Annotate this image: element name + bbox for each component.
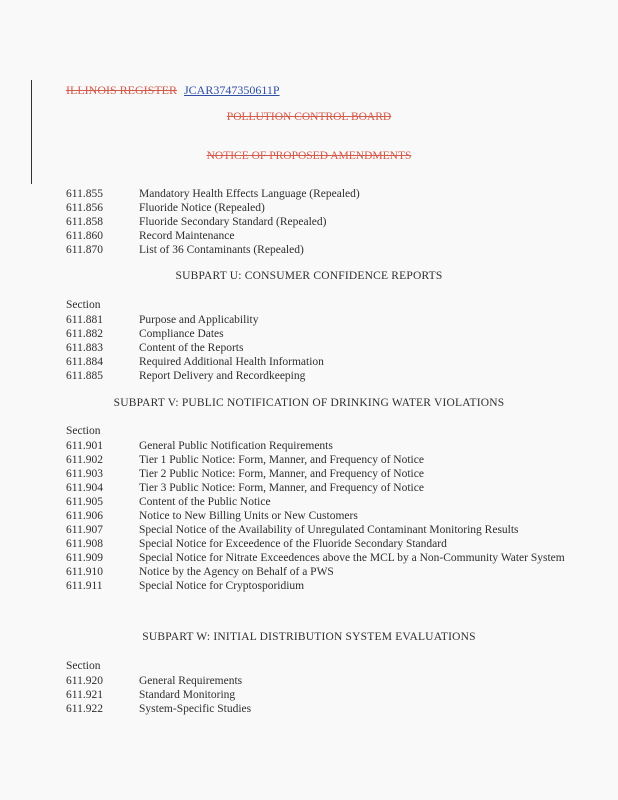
section-title: Compliance Dates	[139, 328, 224, 340]
section-number: 611.902	[66, 454, 103, 466]
section-title: Required Additional Health Information	[139, 356, 324, 368]
section-number: 611.909	[66, 552, 103, 564]
section-number: 611.901	[66, 440, 103, 452]
table-row	[66, 537, 566, 551]
table-row	[66, 187, 566, 201]
section-title: Special Notice for Cryptosporidium	[139, 580, 305, 592]
table-row	[66, 565, 566, 579]
table-row	[66, 327, 566, 341]
section-number: 611.860	[66, 230, 103, 242]
section-number: 611.903	[66, 468, 103, 480]
section-number: 611.906	[66, 510, 103, 522]
table-row	[66, 369, 566, 383]
section-number: 611.922	[66, 703, 103, 715]
board-title	[0, 111, 618, 123]
subpart-u-list	[66, 298, 566, 383]
table-row	[66, 467, 566, 481]
section-number: 611.907	[66, 524, 103, 536]
section-title: Purpose and Applicability	[139, 314, 259, 326]
section-number: 611.881	[66, 314, 103, 326]
table-row	[66, 579, 566, 593]
section-title: Report Delivery and Recordkeeping	[139, 370, 306, 382]
section-title: Special Notice for Nitrate Exceedences above the MCL by a Non-Community Water System	[139, 552, 565, 564]
subpart-u-heading: SUBPART U: CONSUMER CONFIDENCE REPORTS	[175, 270, 443, 282]
table-row	[66, 439, 566, 453]
table-row	[66, 453, 566, 467]
section-number: 611.910	[66, 566, 103, 578]
section-title: Tier 1 Public Notice: Form, Manner, and Frequency of Notice	[139, 454, 424, 466]
top-section-list	[66, 187, 566, 257]
section-title: Record Maintenance	[139, 230, 235, 242]
section-title: Notice to New Billing Units or New Customers	[139, 510, 358, 522]
section-number: 611.908	[66, 538, 103, 550]
section-number: 611.920	[66, 675, 103, 687]
section-title: Mandatory Health Effects Language (Repealed)	[139, 188, 360, 200]
table-row	[66, 481, 566, 495]
register-header	[66, 83, 280, 98]
table-row	[66, 215, 566, 229]
change-bar	[31, 80, 32, 184]
subpart-v-heading: SUBPART V: PUBLIC NOTIFICATION OF DRINKING WATER VIOLATIONS	[113, 397, 505, 409]
section-number: 611.921	[66, 689, 103, 701]
notice-title-text: NOTICE OF PROPOSED AMENDMENTS	[206, 150, 412, 162]
subpart-v-list	[66, 424, 566, 593]
section-title: Special Notice of the Availability of Unregulated Contaminant Monitoring Results	[139, 524, 519, 536]
subpart-w-heading: SUBPART W: INITIAL DISTRIBUTION SYSTEM EVALUATIONS	[142, 631, 476, 643]
table-row	[66, 243, 566, 257]
section-number: 611.885	[66, 370, 103, 382]
section-title: Standard Monitoring	[139, 689, 236, 701]
table-row	[66, 355, 566, 369]
table-row	[66, 702, 566, 716]
section-number: 611.858	[66, 216, 103, 228]
section-label: Section	[66, 299, 101, 311]
section-number: 611.855	[66, 188, 103, 200]
table-row	[66, 229, 566, 243]
table-row	[66, 201, 566, 215]
notice-title	[0, 150, 618, 162]
section-number: 611.856	[66, 202, 103, 214]
table-row	[66, 495, 566, 509]
section-title: General Public Notification Requirements	[139, 440, 333, 452]
table-row	[66, 341, 566, 355]
section-title: General Requirements	[139, 675, 243, 687]
section-title: Fluoride Notice (Repealed)	[139, 202, 265, 214]
section-title: Notice by the Agency on Behalf of a PWS	[139, 566, 334, 578]
table-row	[66, 688, 566, 702]
section-number: 611.904	[66, 482, 103, 494]
section-title: Content of the Reports	[139, 342, 244, 354]
section-number: 611.882	[66, 328, 103, 340]
table-row	[66, 313, 566, 327]
register-title: ILLINOIS REGISTER	[66, 83, 177, 97]
section-title: List of 36 Contaminants (Repealed)	[139, 244, 304, 256]
table-row	[66, 551, 566, 565]
document-code: JCAR3747350611P	[184, 83, 280, 97]
section-number: 611.883	[66, 342, 103, 354]
section-title: Content of the Public Notice	[139, 496, 271, 508]
section-title: Tier 3 Public Notice: Form, Manner, and Frequency of Notice	[139, 482, 424, 494]
table-row	[66, 509, 566, 523]
section-title: System-Specific Studies	[139, 703, 252, 715]
section-number: 611.884	[66, 356, 103, 368]
section-number: 611.870	[66, 244, 103, 256]
section-title: Fluoride Secondary Standard (Repealed)	[139, 216, 327, 228]
section-label: Section	[66, 660, 101, 672]
subpart-w-list	[66, 659, 566, 716]
table-row	[66, 674, 566, 688]
section-label: Section	[66, 425, 101, 437]
board-title-text: POLLUTION CONTROL BOARD	[226, 111, 392, 123]
section-title: Special Notice for Exceedence of the Fluoride Secondary Standard	[139, 538, 447, 550]
section-number: 611.911	[66, 580, 103, 592]
table-row	[66, 523, 566, 537]
section-title: Tier 2 Public Notice: Form, Manner, and Frequency of Notice	[139, 468, 424, 480]
section-number: 611.905	[66, 496, 103, 508]
